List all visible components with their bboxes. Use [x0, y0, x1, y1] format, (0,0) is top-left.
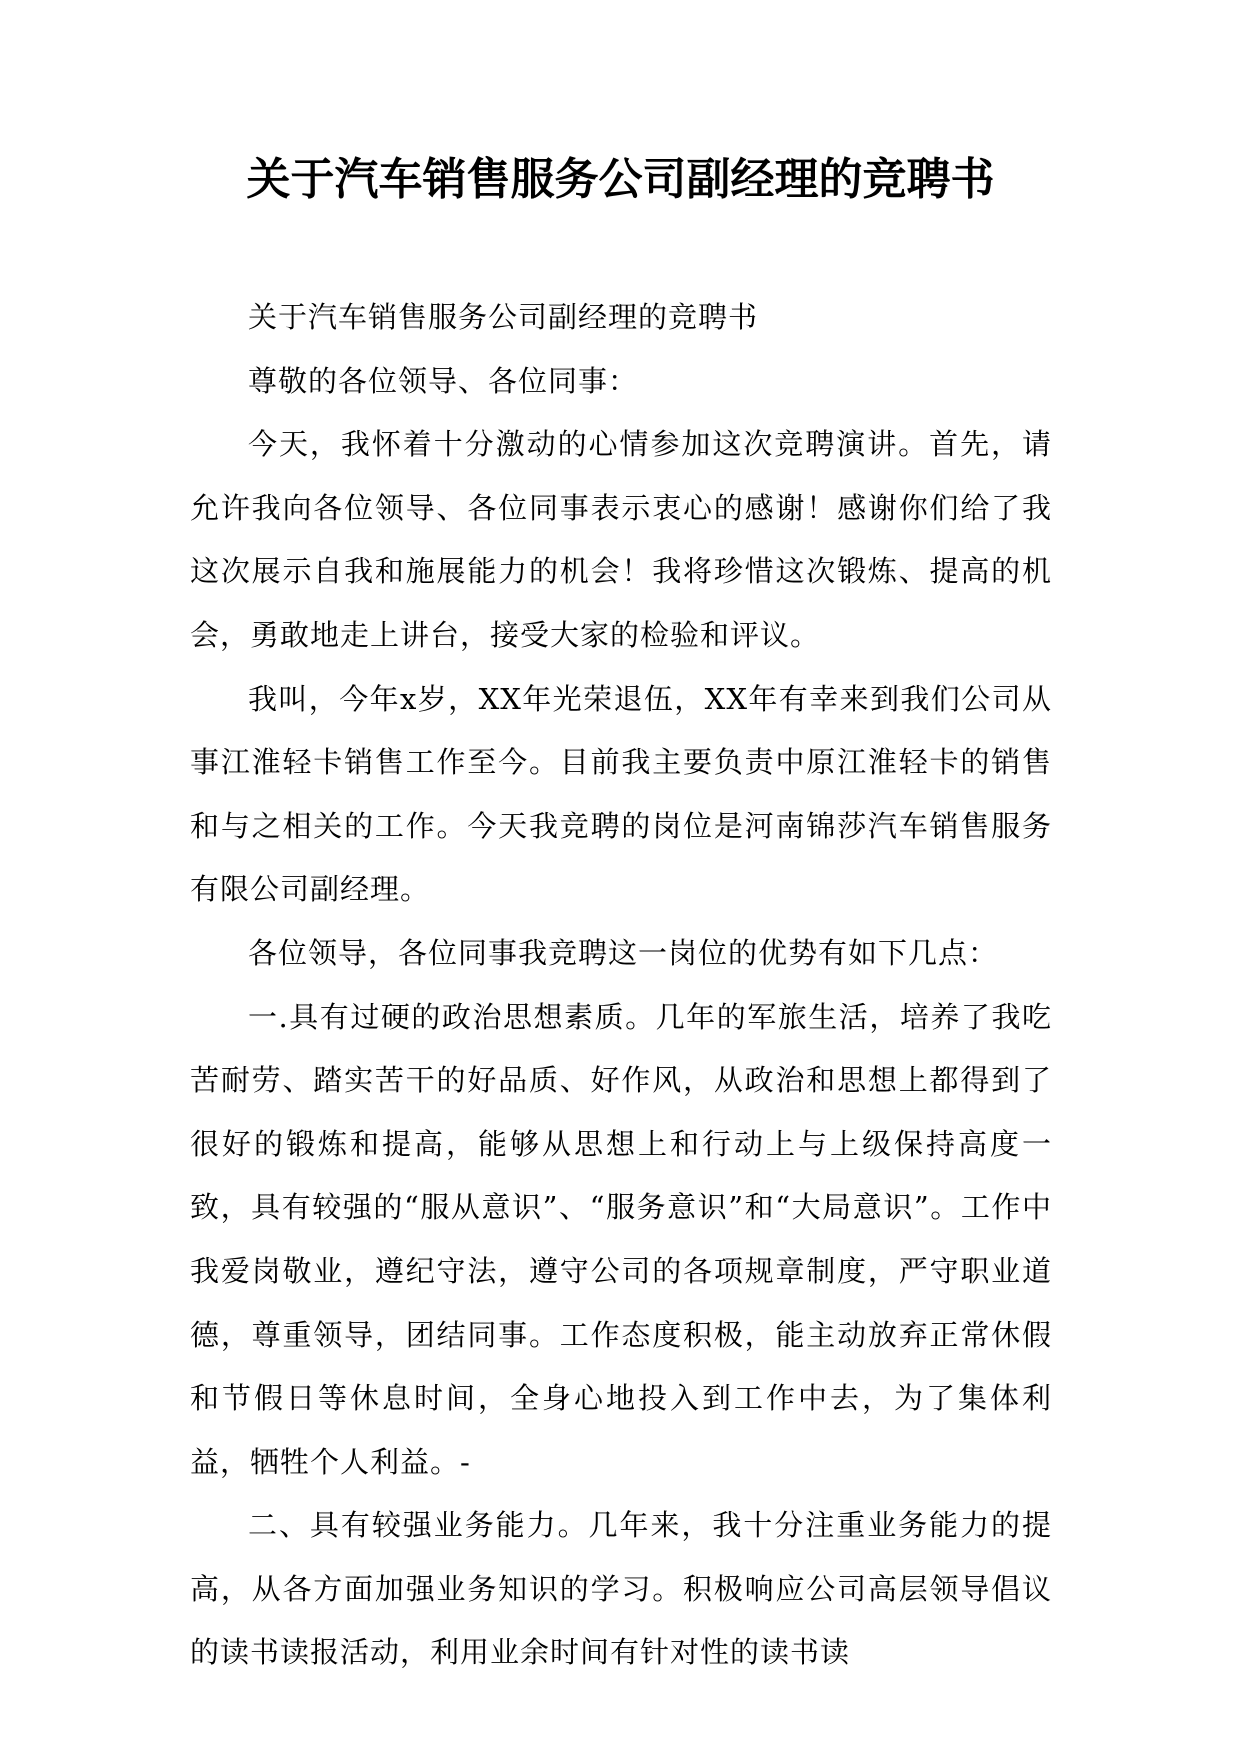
paragraph-advantage-one: 一.具有过硬的政治思想素质。几年的军旅生活，培养了我吃苦耐劳、踏实苦干的好品质、好作风，从政治和思想上都得到了很好的锻炼和提高，能够从思想上和行动上与上级保持高度一致，具有较强的“服从意识”、“服务意识”和“大局意识”。工作中我爱岗敬业，遵纪守法，遵守公司的各项规章制度，严守职业道德，尊重领导，团结同事。工作态度积极，能主动放弃正常休假和节假日等休息时间，全身心地投入到工作中去，为了集体利益，牺牲个人利益。-: [190, 999, 1052, 1479]
paragraph-subtitle: 关于汽车销售服务公司副经理的竞聘书: [248, 300, 759, 334]
paragraph-advantages-lead: 各位领导，各位同事我竞聘这一岗位的优势有如下几点：: [248, 935, 999, 970]
paragraph-introduction: 我叫，今年x岁，XX年光荣退伍，XX年有幸来到我们公司从事江淮轻卡销售工作至今。目前我主要负责中原江淮轻卡的销售和与之相关的工作。今天我竞聘的岗位是河南锦莎汽车销售服务有限公司副经理。: [190, 681, 1052, 907]
paragraph-advantage-two: 二、具有较强业务能力。几年来，我十分注重业务能力的提高，从各方面加强业务知识的学习。积极响应公司高层领导倡议的读书读报活动，利用业余时间有针对性的读书读: [190, 1508, 1052, 1670]
paragraph-salutation: 尊敬的各位领导、各位同事：: [248, 363, 639, 398]
document-title: 关于汽车销售服务公司副经理的竞聘书: [246, 154, 995, 205]
paragraph-opening: 今天，我怀着十分激动的心情参加这次竞聘演讲。首先，请允许我向各位领导、各位同事表示衷心的感谢！感谢你们给了我这次展示自我和施展能力的机会！我将珍惜这次锻炼、提高的机会，勇敢地走上讲台，接受大家的检验和评议。: [190, 427, 1052, 652]
document-body: [190, 286, 1052, 1685]
